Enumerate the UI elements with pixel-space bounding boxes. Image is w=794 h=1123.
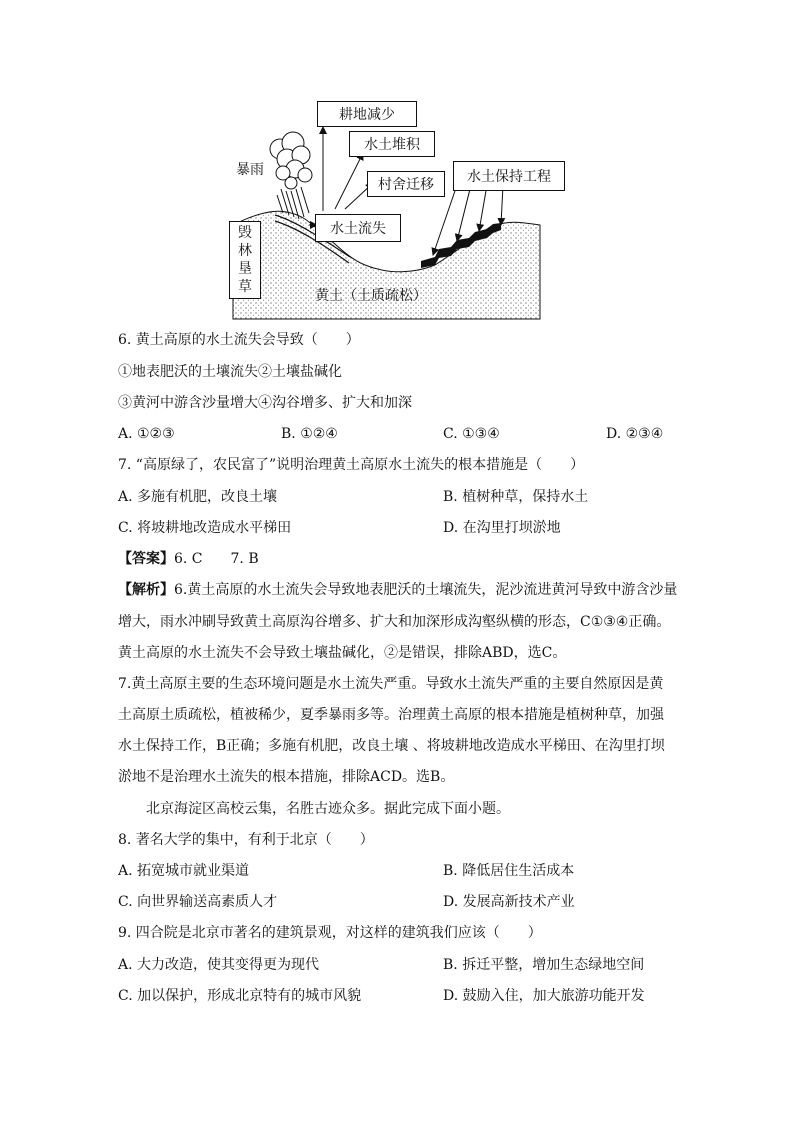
q8-option-a: A. 拓宽城市就业渠道 xyxy=(118,863,250,879)
q9-stem: 9. 四合院是北京市著名的建筑景观，对这样的建筑我们应该（ ） xyxy=(118,925,542,941)
analysis-tag: 【解析】 xyxy=(118,582,174,598)
analysis-line: 7.黄土高原主要的生态环境问题是水土流失严重。导致水土流失严重的主要自然原因是黄 xyxy=(118,676,664,692)
analysis-line: 水土保持工作，B正确；多施有机肥，改良土壤 、将坡耕地改造成水平梯田、在沟里打坝 xyxy=(118,738,665,754)
village-relocation-label: 村舍迁移 xyxy=(367,171,445,197)
q6-stem: 6. 黄土高原的水土流失会导致（ ） xyxy=(118,332,360,348)
q6-option-d: D. ②③④ xyxy=(606,426,664,442)
cultivated-land-reduced-label: 耕地减少 xyxy=(317,101,417,127)
deforestation-label xyxy=(229,221,261,299)
q9-option-b: B. 拆迁平整，增加生态绿地空间 xyxy=(443,957,645,973)
q8-stem: 8. 著名大学的集中，有利于北京（ ） xyxy=(118,832,374,848)
q8-option-c: C. 向世界输送高素质人才 xyxy=(118,894,278,910)
rainstorm-label: 暴雨 xyxy=(236,162,264,178)
analysis-line: 土高原土质疏松，植被稀少，夏季暴雨多等。治理黄土高原的根本措施是植树种草，加强 xyxy=(118,707,664,723)
q6-option-a: A. ①②③ xyxy=(118,426,175,442)
q9-option-d: D. 鼓励入住，加大旅游功能开发 xyxy=(443,988,645,1004)
q8-option-b: B. 降低居住生活成本 xyxy=(443,863,575,879)
soil-conservation-label: 水土保持工程 xyxy=(453,161,565,191)
q9-option-a: A. 大力改造，使其变得更为现代 xyxy=(118,957,320,973)
analysis-line: 淤地不是治理水土流失的根本措施，排除ACD。选B。 xyxy=(118,769,455,785)
answer-tag: 【答案】 xyxy=(118,551,174,567)
q7-option-a: A. 多施有机肥，改良土壤 xyxy=(118,489,278,505)
soil-erosion-diagram xyxy=(225,97,555,327)
analysis-line: 黄土高原的水土流失不会导致土壤盐碱化，②是错误，排除ABD，选C。 xyxy=(118,645,567,661)
answer-line xyxy=(118,552,259,566)
soil-erosion-label: 水土流失 xyxy=(315,214,401,242)
q7-option-d: D. 在沟里打坝淤地 xyxy=(443,520,561,536)
answer-text: 6. C 7. B xyxy=(174,551,259,567)
q6-option-c: C. ①③④ xyxy=(443,426,500,442)
sediment-accumulation-label: 水土堆积 xyxy=(349,131,435,157)
q7-stem: 7. “高原绿了，农民富了”说明治理黄土高原水土流失的根本措施是（ ） xyxy=(118,457,585,473)
q8-option-d: D. 发展高新技术产业 xyxy=(443,894,575,910)
loess-label: 黄土（土质疏松） xyxy=(315,288,427,304)
q6-statement-1: ①地表肥沃的土壤流失②土壤盐碱化 xyxy=(118,364,342,380)
q7-option-b: B. 植树种草，保持水土 xyxy=(443,489,589,505)
material-intro: 北京海淀区高校云集，名胜古迹众多。据此完成下面小题。 xyxy=(146,801,510,817)
analysis-text: 6.黄土高原的水土流失会导致地表肥沃的土壤流失，泥沙流进黄河导致中游含沙量 xyxy=(174,582,678,598)
analysis-line xyxy=(118,583,678,597)
q6-option-b: B. ①②④ xyxy=(281,426,338,442)
deforestation-char: 草 xyxy=(238,279,252,295)
q7-option-c: C. 将坡耕地改造成水平梯田 xyxy=(118,520,292,536)
q6-statement-2: ③黄河中游含沙量增大④沟谷增多、扩大和加深 xyxy=(118,395,412,411)
q9-option-c: C. 加以保护，形成北京特有的城市风貌 xyxy=(118,988,362,1004)
deforestation-char: 林 xyxy=(238,243,252,259)
analysis-line: 增大，雨水冲刷导致黄土高原沟谷增多、扩大和加深形成沟壑纵横的形态，C①③④正确。 xyxy=(118,614,671,630)
deforestation-char: 垦 xyxy=(238,261,252,277)
rain-cloud-icon xyxy=(270,132,312,189)
deforestation-char: 毁 xyxy=(238,225,252,241)
